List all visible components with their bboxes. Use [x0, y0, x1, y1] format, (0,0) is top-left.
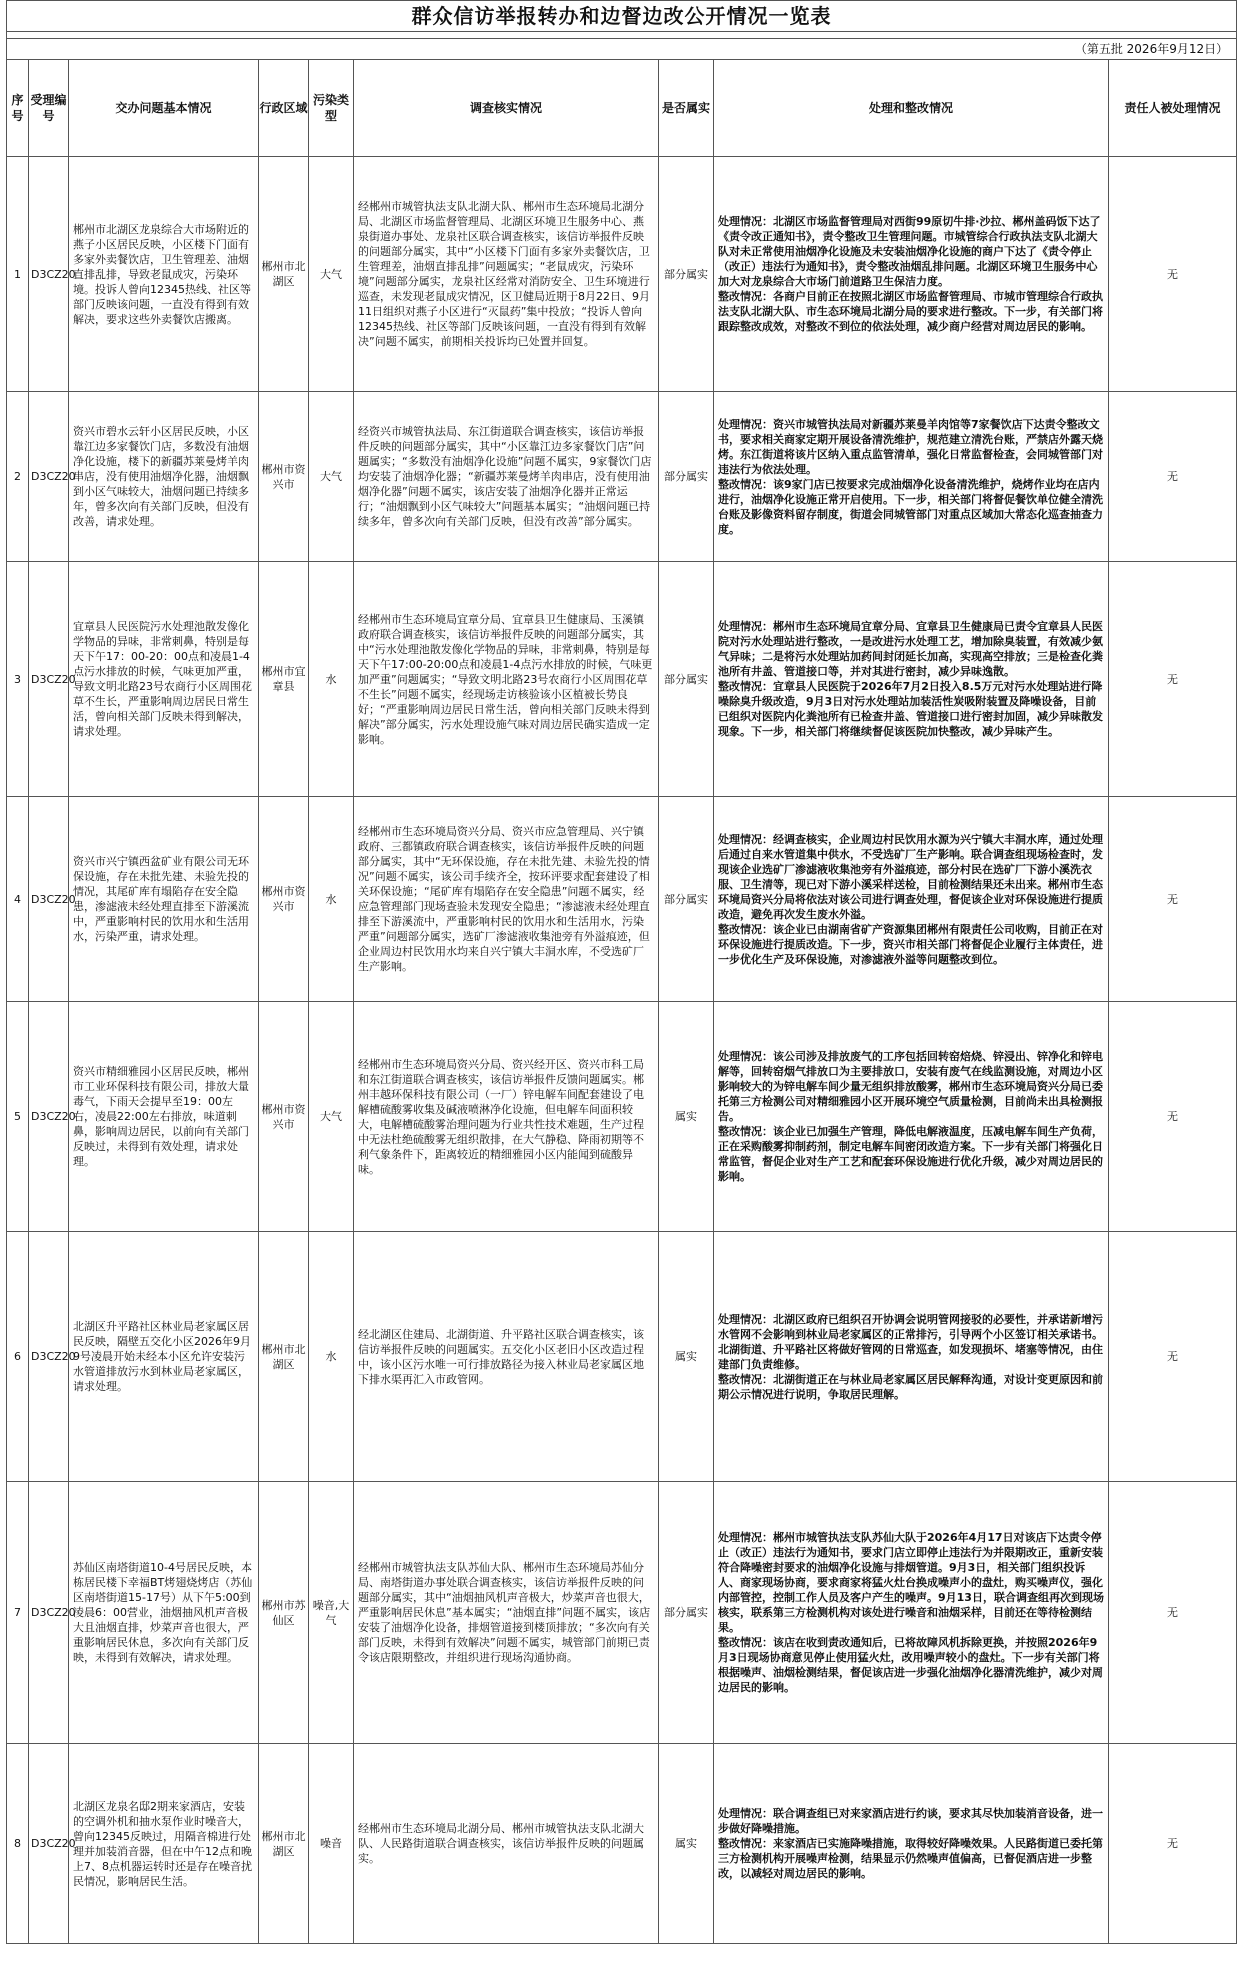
- row-issue: 北湖区升平路社区林业局老家属区居民反映，隔壁五交化小区2026年9月9号凌晨开始未经本小区允许安装污水管道排放污水到林业局老家属区，请求处理。: [69, 1232, 259, 1482]
- row-issue: 苏仙区南塔街道10-4号居民反映，本栋居民楼下幸福BT烤翅烧烤店（苏仙区南塔街道15-17号）从下午5:00到凌晨6：00营业，油烟抽风机声音极大且油烟直排，炒菜声音也很大，严重影响居民休息，多次向有关部门反映，未得到有效解决，请求处理。: [69, 1482, 259, 1744]
- table-row: [7, 1744, 1237, 1944]
- row-number: 4: [7, 797, 29, 1002]
- row-handling: 处理情况：郴州市城管执法支队苏仙大队于2026年4月17日对该店下达责令停止（改正）违法行为通知书，要求门店立即停止违法行为并限期改正，重新安装符合降噪密封要求的油烟净化设施与排烟管道。9月3日，相关部门组织投诉人、商家现场协商，要求商家将猛火灶台换成噪声小的盘灶，购买噪声仪，强化内部管控，控制工作人员及客户产生的噪声。9月13日，联合调查组再次到现场核实，联系第三方检测机构对该处进行噪音和油烟采样，目前还在等待检测结果。 整改情况：该店在收到责改通知后，已将故障风机拆除更换，并按照2026年9月3日现场协商意见停止使用猛火灶，改用噪声较小的盘灶。下一步有关部门将根据噪声、油烟检测结果，督促该店进一步强化油烟净化器清洗维护，减少对周边居民的影响。: [714, 1482, 1109, 1744]
- row-issue: 北湖区龙泉名邸2期来家酒店，安装的空调外机和抽水泵作业时噪音大，曾向12345反映过，用隔音棉进行处理并加装消音器，但在中午12点和晚上7、8点机器运转时还是存在噪音扰民情况，影响居民生活。: [69, 1744, 259, 1944]
- row-district: 郴州市北湖区: [259, 157, 309, 392]
- row-pollution: 水: [309, 562, 354, 797]
- row-number: 3: [7, 562, 29, 797]
- row-handling: 处理情况：联合调查组已对来家酒店进行约谈，要求其尽快加装消音设备，进一步做好降噪措施。 整改情况：来家酒店已实施降噪措施，取得较好降噪效果。人民路街道已委托第三方检测机构开展噪声检测，结果显示仍然噪声值偏高，已督促酒店进一步整改，以减轻对周边居民的影响。: [714, 1744, 1109, 1944]
- row-district: 郴州市资兴市: [259, 392, 309, 562]
- row-number: 5: [7, 1002, 29, 1232]
- header-investigation: 调查核实情况: [354, 60, 659, 157]
- row-issue: 资兴市碧水云轩小区居民反映，小区靠江边多家餐饮门店，多数没有油烟净化设施，楼下的新疆苏莱曼烤羊肉串店，没有使用油烟净化器，油烟飘到小区气味较大，油烟问题已持续多年，曾多次向有关部门反映，但没有改善，请求处理。: [69, 392, 259, 562]
- row-investigation: 经郴州市生态环境局资兴分局、资兴市应急管理局、兴宁镇政府、三都镇政府联合调查核实，该信访举报件反映的问题部分属实，其中“无环保设施，存在未批先建、未验先投的情况”问题不属实，该公司手续齐全，按环评要求配套建设了相关环保设施；“尾矿库有塌陷存在安全隐患”问题不属实，经应急管理部门现场查验未发现安全隐患；“渗滤液未经处理直排至下游溪流中，严重影响村民的饮用水和生活用水，污染严重”问题部分属实，选矿厂渗滤液收集池旁有外溢痕迹，但企业周边村民饮用水均来自兴宁镇大丰洞水库，不受选矿厂生产影响。: [354, 797, 659, 1002]
- row-verified: 属实: [659, 1744, 714, 1944]
- row-district: 郴州市宜章县: [259, 562, 309, 797]
- row-investigation: 经北湖区住建局、北湖街道、升平路社区联合调查核实，该信访举报件反映的问题属实。五交化小区老旧小区改造过程中，该小区污水唯一可行排放路径为接入林业局老家属区地下排水渠再汇入市政管网。: [354, 1232, 659, 1482]
- row-handling: 处理情况：经调查核实，企业周边村民饮用水源为兴宁镇大丰洞水库，通过处理后通过自来水管道集中供水，不受选矿厂生产影响。联合调查组现场检查时，发现该企业选矿厂渗滤液收集池旁有外溢痕迹，部分村民在选矿厂下游小溪洗衣服、卫生清等，现已对下游小溪采样送检，目前检测结果还未出来。郴州市生态环境局资兴分局将依法对该公司进行调查处理，督促该企业对环保设施进行提质改造，避免再次发生废水外溢。 整改情况：该企业已由湖南省矿产资源集团郴州有限责任公司收购，目前正在对环保设施进行提质改造。下一步，资兴市相关部门将督促企业履行主体责任，进一步优化生产及环保设施，对渗滤液外溢等问题整改到位。: [714, 797, 1109, 1002]
- row-verified: 部分属实: [659, 562, 714, 797]
- row-investigation: 经郴州市生态环境局宜章分局、宜章县卫生健康局、玉溪镇政府联合调查核实，该信访举报件反映的问题部分属实，其中“污水处理池散发像化学物品的异味，非常刺鼻，特别是每天下午17:00-20:00点和凌晨1-4点污水排放的时候，气味更加严重”问题属实；“导致文明北路23号农商行小区周围花草不生长”问题不属实，经现场走访核验该小区植被长势良好；“严重影响周边居民日常生活，曾向相关部门反映未得到解决”部分属实，污水处理设施气味对周边居民确实造成一定影响。: [354, 562, 659, 797]
- row-pollution: 大气: [309, 392, 354, 562]
- header-accountability: 责任人被处理情况: [1109, 60, 1237, 157]
- row-accountability: 无: [1109, 392, 1237, 562]
- row-accountability: 无: [1109, 1002, 1237, 1232]
- table-row: [7, 157, 1237, 392]
- header-row: [7, 60, 1237, 157]
- header-issue: 交办问题基本情况: [69, 60, 259, 157]
- row-district: 郴州市资兴市: [259, 1002, 309, 1232]
- row-id: D3CZ20: [29, 1232, 69, 1482]
- row-district: 郴州市苏仙区: [259, 1482, 309, 1744]
- row-accountability: 无: [1109, 1482, 1237, 1744]
- row-district: 郴州市资兴市: [259, 797, 309, 1002]
- header-pollution: 污染类型: [309, 60, 354, 157]
- row-id: D3CZ20: [29, 1002, 69, 1232]
- row-handling: 处理情况：资兴市城管执法局对新疆苏莱曼羊肉馆等7家餐饮店下达责令整改文书，要求相关商家定期开展设备清洗维护，规范建立清洗台账，严禁店外露天烧烤。东江街道将该片区纳入重点监管清单，强化日常监督检查，会同城管部门对违法行为依法处理。 整改情况：该9家门店已按要求完成油烟净化设备清洗维护，烧烤作业均在店内进行，油烟净化设施正常开启使用。下一步，相关部门将督促餐饮单位健全清洗台账及影像资料留存制度，街道会同城管部门对重点区域加大常态化巡查抽查力度。: [714, 392, 1109, 562]
- table-row: [7, 1232, 1237, 1482]
- header-no: 序号: [7, 60, 29, 157]
- row-pollution: 大气: [309, 157, 354, 392]
- row-accountability: 无: [1109, 1232, 1237, 1482]
- header-id: 受理编号: [29, 60, 69, 157]
- row-number: 8: [7, 1744, 29, 1944]
- row-number: 1: [7, 157, 29, 392]
- row-investigation: 经郴州市城管执法支队苏仙大队、郴州市生态环境局苏仙分局、南塔街道办事处联合调查核实，该信访举报件反映的问题部分属实，其中“油烟抽风机声音极大，炒菜声音也很大，严重影响居民休息”基本属实；“油烟直排”问题不属实，该店安装了油烟净化设备，排烟管道接到楼顶排放；“多次向有关部门反映，未得到有效解决”问题不属实，城管部门前期已责令该店限期整改，并组织进行现场沟通协商。: [354, 1482, 659, 1744]
- row-accountability: 无: [1109, 562, 1237, 797]
- petition-table: [6, 0, 1237, 1944]
- row-verified: 部分属实: [659, 797, 714, 1002]
- row-handling: 处理情况：郴州市生态环境局宜章分局、宜章县卫生健康局已责令宜章县人民医院对污水处理站进行整改，一是改进污水处理工艺，增加除臭装置，有效减少氨气异味；二是将污水处理站加药间封闭延长加高，实现高空排放；三是检查化粪池所有井盖、管道接口等，并对其进行密封，减少异味逸散。 整改情况：宜章县人民医院于2026年7月2日投入8.5万元对污水处理站进行降噪除臭升级改造，9月3日对污水处理站加装活性炭吸附装置及降噪设备，目前已组织对医院内化粪池所有已检查井盖、管道接口进行密封加固，减少异味散发现象。下一步，相关部门将继续督促该医院加快整改，减少异味产生。: [714, 562, 1109, 797]
- row-id: D3CZ20: [29, 157, 69, 392]
- row-issue: 宜章县人民医院污水处理池散发像化学物品的异味，非常刺鼻，特别是每天下午17：00-20：00点和凌晨1-4点污水排放的时候，气味更加严重，导致文明北路23号农商行小区周围花草不生长，严重影响周边居民日常生活，曾向相关部门反映未得到解决，请求处理。: [69, 562, 259, 797]
- row-investigation: 经郴州市生态环境局北湖分局、郴州市城管执法支队北湖大队、人民路街道联合调查核实，该信访举报件反映的问题属实。: [354, 1744, 659, 1944]
- row-verified: 属实: [659, 1232, 714, 1482]
- row-accountability: 无: [1109, 1744, 1237, 1944]
- row-pollution: 噪音: [309, 1744, 354, 1944]
- row-pollution: 噪音,大气: [309, 1482, 354, 1744]
- row-investigation: 经郴州市生态环境局资兴分局、资兴经开区、资兴市科工局和东江街道联合调查核实，该信访举报件反馈问题属实。郴州丰越环保科技有限公司（一厂）锌电解车间配套建设了电解槽硫酸雾收集及碱液喷淋净化设施，但电解车间面积较大，电解槽硫酸雾治理问题为行业共性技术难题，生产过程中无法杜绝硫酸雾无组织散排，在大气静稳、降雨初期等不利气象条件下，距离较近的精细雅园小区内能闻到硫酸异味。: [354, 1002, 659, 1232]
- row-district: 郴州市北湖区: [259, 1744, 309, 1944]
- row-handling: 处理情况：该公司涉及排放废气的工序包括回转窑焙烧、锌浸出、锌净化和锌电解等，回转窑烟气排放口为主要排放口，安装有废气在线监测设施，对周边小区影响较大的为锌电解车间少量无组织排放酸雾，郴州市生态环境局资兴分局已委托第三方检测公司对精细雅园小区开展环境空气质量检测，目前尚未出具检测报告。 整改情况：该企业已加强生产管理，降低电解液温度，压减电解车间生产负荷，正在采购酸雾抑制药剂，制定电解车间密闭改造方案。下一步有关部门将强化日常监管，督促企业对生产工艺和配套环保设施进行优化升级，减少对周边居民的影响。: [714, 1002, 1109, 1232]
- row-accountability: 无: [1109, 157, 1237, 392]
- row-issue: 资兴市兴宁镇西盆矿业有限公司无环保设施，存在未批先建、未验先投的情况，其尾矿库有塌陷存在安全隐患，渗滤液未经处理直排至下游溪流中，严重影响村民的饮用水和生活用水，污染严重，请求处理。: [69, 797, 259, 1002]
- table-row: [7, 562, 1237, 797]
- row-investigation: 经郴州市城管执法支队北湖大队、郴州市生态环境局北湖分局、北湖区市场监督管理局、北湖区环境卫生服务中心、燕泉街道办事处、龙泉社区联合调查核实，该信访举报件反映的问题部分属实，其中“小区楼下门面有多家外卖餐饮店，卫生管理差，油烟直排乱排”问题属实；“老鼠成灾，污染环境”问题部分属实，龙泉社区经常对消防安全、卫生环境进行巡查，未发现老鼠成灾情况，区卫健局近期于8月22日、9月11日组织对燕子小区进行“灭鼠药”集中投放；“投诉人曾向12345热线、社区等部门反映该问题，一直没有得到有效解决”问题不属实，前期相关投诉均已处置并回复。: [354, 157, 659, 392]
- row-number: 7: [7, 1482, 29, 1744]
- row-verified: 部分属实: [659, 157, 714, 392]
- table-row: [7, 1482, 1237, 1744]
- row-issue: 郴州市北湖区龙泉综合大市场附近的燕子小区居民反映，小区楼下门面有多家外卖餐饮店，卫生管理差、油烟直排乱排，导致老鼠成灾，污染环境。投诉人曾向12345热线、社区等部门反映该问题，一直没有得到有效解决，要求这些外卖餐饮店搬离。: [69, 157, 259, 392]
- row-number: 6: [7, 1232, 29, 1482]
- row-verified: 部分属实: [659, 392, 714, 562]
- batch-info: （第五批 2026年9月12日）: [7, 39, 1237, 60]
- row-pollution: 水: [309, 797, 354, 1002]
- row-issue: 资兴市精细雅园小区居民反映，郴州市工业环保科技有限公司，排放大量毒气，下雨天会提早至19：00左右，凌晨22:00左右排放，味道刺鼻，影响周边居民，以前向有关部门反映过，未得到有效处理，请求处理。: [69, 1002, 259, 1232]
- row-verified: 属实: [659, 1002, 714, 1232]
- row-pollution: 大气: [309, 1002, 354, 1232]
- row-verified: 部分属实: [659, 1482, 714, 1744]
- spacer-row: [7, 32, 1237, 39]
- header-verified: 是否属实: [659, 60, 714, 157]
- table-row: [7, 797, 1237, 1002]
- row-handling: 处理情况：北湖区政府已组织召开协调会说明管网接驳的必要性，并承诺新增污水管网不会影响到林业局老家属区的正常排污，引导两个小区签订相关承诺书。北湖街道、升平路社区将做好管网的日常巡查，如发现损坏、堵塞等情况，由住建部门负责维修。 整改情况：北湖街道正在与林业局老家属区居民解释沟通，对设计变更原因和前期公示情况进行说明，争取居民理解。: [714, 1232, 1109, 1482]
- row-handling: 处理情况：北湖区市场监督管理局对西街99原切牛排·沙拉、郴州盖码饭下达了《责令改正通知书》，责令整改卫生管理问题。市城管综合行政执法支队北湖大队对未正常使用油烟净化设施及未安装油烟净化设施的商户下达了《责令停止（改正）违法行为通知书》，责令整改油烟乱排问题。北湖区环境卫生服务中心加大对龙泉综合大市场门前道路卫生保洁力度。 整改情况：各商户目前正在按照北湖区市场监督管理局、市城市管理综合行政执法支队北湖大队、市生态环境局北湖分局的要求进行整改。下一步，有关部门将跟踪整改成效，对整改不到位的依法处理，减少商户经营对周边居民的影响。: [714, 157, 1109, 392]
- row-id: D3CZ20: [29, 797, 69, 1002]
- row-district: 郴州市北湖区: [259, 1232, 309, 1482]
- row-id: D3CZ20: [29, 1482, 69, 1744]
- table-row: [7, 1002, 1237, 1232]
- header-handling: 处理和整改情况: [714, 60, 1109, 157]
- table-body: [7, 157, 1237, 1944]
- table-row: [7, 392, 1237, 562]
- header-district: 行政区域: [259, 60, 309, 157]
- row-number: 2: [7, 392, 29, 562]
- row-id: D3CZ20: [29, 562, 69, 797]
- row-accountability: 无: [1109, 797, 1237, 1002]
- row-pollution: 水: [309, 1232, 354, 1482]
- page-title: 群众信访举报转办和边督边改公开情况一览表: [7, 1, 1237, 32]
- row-id: D3CZ20: [29, 392, 69, 562]
- row-id: D3CZ20: [29, 1744, 69, 1944]
- row-investigation: 经资兴市城管执法局、东江街道联合调查核实，该信访举报件反映的问题部分属实，其中“小区靠江边多家餐饮门店”问题属实；“多数没有油烟净化设施”问题不属实，9家餐饮门店均安装了油烟净化器；“新疆苏莱曼烤羊肉串店，没有使用油烟净化器”问题不属实，该店安装了油烟净化器并正常运行；“油烟飘到小区气味较大”问题基本属实；“油烟问题已持续多年，曾多次向有关部门反映，但没有改善”部分属实。: [354, 392, 659, 562]
